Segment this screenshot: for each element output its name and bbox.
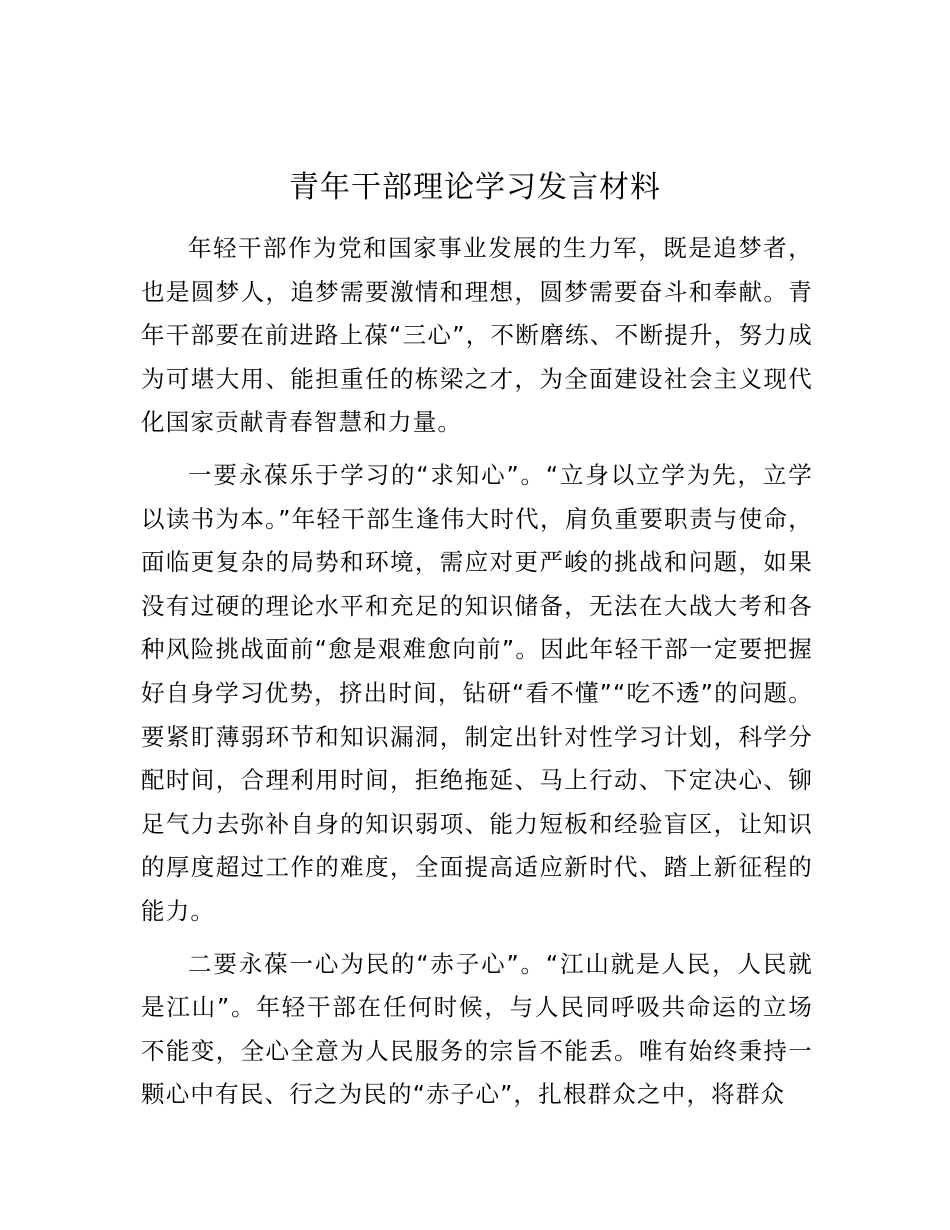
document-body xyxy=(141,227,813,1126)
paragraph-intro: 年轻干部作为党和国家事业发展的生力军，既是追梦者，也是圆梦人，追梦需要激情和理想，圆梦需要奋斗和奉献。青年干部要在前进路上葆“三心”，不断磨练、不断提升，努力成为可堪大用、能担重任的栋梁之才，为全面建设社会主义现代化国家贡献青春智慧和力量。 xyxy=(141,234,813,437)
paragraph-people: 二要永葆一心为民的“赤子心”。“江山就是人民，人民就是江山”。年轻干部在任何时候，与人民同呼吸共命运的立场不能变，全心全意为人民服务的宗旨不能丢。唯有始终秉持一颗心中有民、行之为民的“赤子心”，扎根群众之中，将群众 xyxy=(141,949,813,1109)
paragraph-learning: 一要永葆乐于学习的“求知心”。“立身以立学为先，立学以读书为本。”年轻干部生逢伟大时代，肩负重要职责与使命，面临更复杂的局势和环境，需应对更严峻的挑战和问题，如果没有过硬的理论水平和充足的知识储备，无法在大战大考和各种风险挑战面前“愈是艰难愈向前”。因此年轻干部一定要把握好自身学习优势，挤出时间，钻研“看不懂”“吃不透”的问题。要紧盯薄弱环节和知识漏洞，制定出针对性学习计划，科学分配时间，合理利用时间，拒绝拖延、马上行动、下定决心、铆足气力去弥补自身的知识弱项、能力短板和经验盲区，让知识的厚度超过工作的难度，全面提高适应新时代、踏上新征程的能力。 xyxy=(141,460,813,925)
document-title: 青年干部理论学习发言材料 xyxy=(289,170,661,205)
